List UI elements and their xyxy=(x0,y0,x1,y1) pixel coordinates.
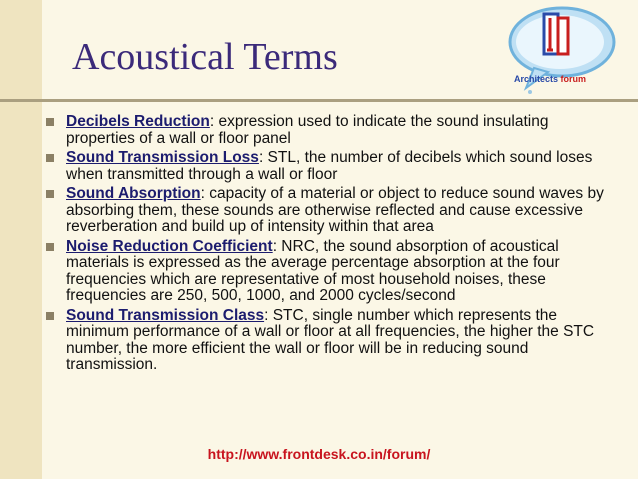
list-item xyxy=(44,239,604,305)
term-decibels-reduction: Decibels Reduction xyxy=(66,113,210,130)
definition-text: : expression used to indicate the sound insulating properties of a wall or floor panel xyxy=(66,113,549,147)
forum-url-link[interactable]: http://www.frontdesk.co.in/forum/ xyxy=(207,446,431,462)
list-item xyxy=(44,150,604,183)
left-accent-bar xyxy=(0,0,42,479)
square-bullet-icon xyxy=(46,118,54,126)
slide-title: Acoustical Terms xyxy=(72,36,338,78)
square-bullet-icon xyxy=(46,243,54,251)
logo-caption: Architects forum xyxy=(514,74,587,84)
bullet-list xyxy=(44,114,604,377)
list-item xyxy=(44,114,604,147)
square-bullet-icon xyxy=(46,154,54,162)
list-item xyxy=(44,186,604,236)
definition-text: : STL, the number of decibels which sound loses when transmitted through a wall or floor xyxy=(66,149,593,183)
term-sound-transmission-loss: Sound Transmission Loss xyxy=(66,149,259,166)
list-item xyxy=(44,308,604,374)
title-divider xyxy=(0,99,638,102)
definition-text: : capacity of a material or object to reduce sound waves by absorbing them, these sounds are otherwise reflected and cause excessive reverberation and build up of intensity within that area xyxy=(66,185,604,235)
square-bullet-icon xyxy=(46,312,54,320)
term-noise-reduction-coefficient: Noise Reduction Coefficient xyxy=(66,237,273,255)
square-bullet-icon xyxy=(46,190,54,198)
term-sound-transmission-class: Sound Transmission Class xyxy=(66,306,265,324)
definition-text: : NRC, the sound absorption of acoustical materials is expressed as the average percentage absorption at the four frequencies which are representative of most household noises, these frequencies are 250, 500, 1000, and 2000 cycles/second xyxy=(66,237,560,304)
definition-text: : STC, single number which represents the minimum performance of a wall or floor at all frequencies, the higher the STC number, the more efficient the wall or floor will be in reducing sound transmission. xyxy=(66,306,595,373)
term-sound-absorption: Sound Absorption xyxy=(66,185,201,202)
